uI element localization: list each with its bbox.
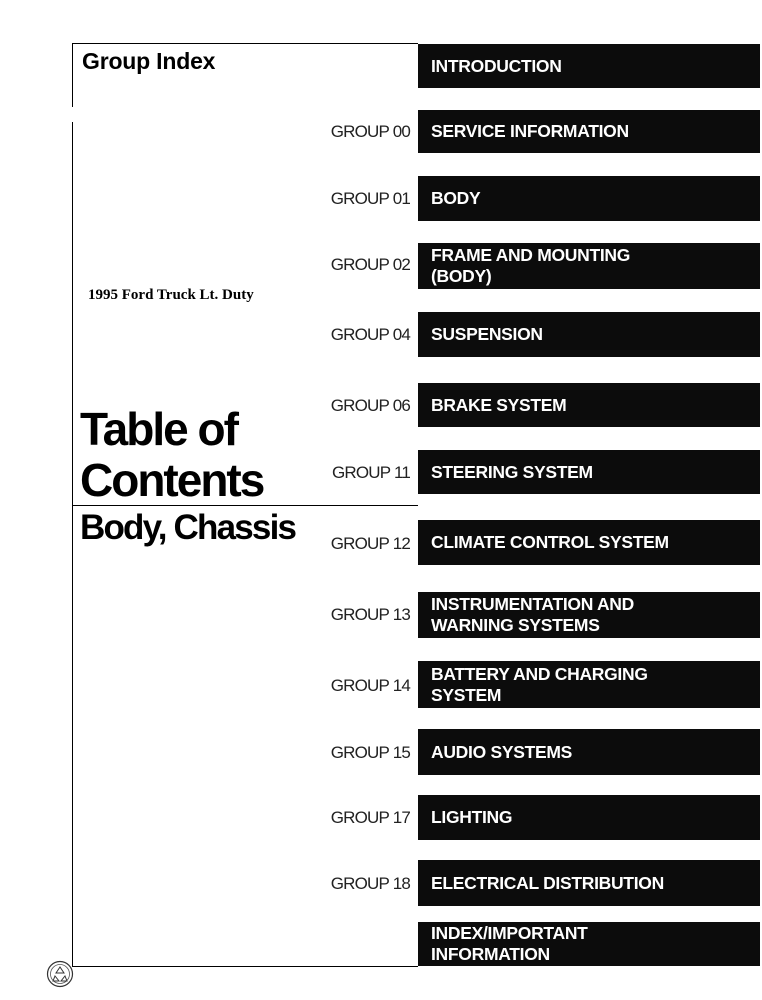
group-number: GROUP 18 <box>330 874 410 893</box>
left-rule-upper <box>72 43 73 107</box>
group-number: GROUP 04 <box>330 325 410 344</box>
group-number: GROUP 14 <box>330 676 410 695</box>
tab-label: BRAKE SYSTEM <box>431 394 567 415</box>
tab-climate-control-system[interactable] <box>418 520 760 565</box>
group-number: GROUP 15 <box>330 743 410 762</box>
tab-audio-systems[interactable] <box>418 729 760 775</box>
tab-electrical-distribution[interactable] <box>418 860 760 906</box>
tab-brake-system[interactable] <box>418 383 760 427</box>
tab-frame-and-mounting[interactable] <box>418 243 760 289</box>
tab-label: SUSPENSION <box>431 324 543 344</box>
group-number: GROUP 01 <box>330 189 410 208</box>
tab-label: INTRODUCTION <box>431 55 562 76</box>
tab-label: SERVICE INFORMATION <box>431 121 629 141</box>
group-number: GROUP 06 <box>330 396 410 415</box>
tab-label: AUDIO SYSTEMS <box>431 741 572 762</box>
top-rule <box>72 43 418 44</box>
tab-label: CLIMATE CONTROL SYSTEM <box>431 532 669 552</box>
tab-body[interactable] <box>418 176 760 221</box>
tab-service-information[interactable] <box>418 110 760 153</box>
toc-title <box>80 404 263 506</box>
tab-steering-system[interactable] <box>418 450 760 494</box>
tab-label: LIGHTING <box>431 807 513 827</box>
bottom-rule <box>72 966 418 967</box>
recycle-icon <box>46 960 74 988</box>
tab-label: STEERING SYSTEM <box>431 461 593 482</box>
tab-label: ELECTRICAL DISTRIBUTION <box>431 872 664 893</box>
tab-label: BATTERY AND CHARGING SYSTEM <box>431 663 648 705</box>
tab-instrumentation[interactable] <box>418 592 760 638</box>
tab-battery-and-charging[interactable] <box>418 661 760 708</box>
tab-label: FRAME AND MOUNTING (BODY) <box>431 245 631 286</box>
toc-subtitle: Body, Chassis <box>80 508 296 547</box>
tab-suspension[interactable] <box>418 312 760 357</box>
tab-label: BODY <box>431 188 481 208</box>
tab-label: INSTRUMENTATION AND WARNING SYSTEMS <box>431 594 634 635</box>
tab-introduction[interactable] <box>418 44 760 88</box>
group-number: GROUP 13 <box>330 605 410 624</box>
manual-title: 1995 Ford Truck Lt. Duty <box>88 287 254 303</box>
tab-index-important-information[interactable] <box>418 922 760 966</box>
group-number: GROUP 11 <box>331 463 410 482</box>
group-number: GROUP 02 <box>330 255 410 274</box>
toc-title-line2: Contents <box>80 454 264 506</box>
group-number: GROUP 00 <box>330 122 410 141</box>
group-number: GROUP 12 <box>330 534 410 553</box>
toc-title-line1: Table of <box>80 403 237 455</box>
tab-label: INDEX/IMPORTANT INFORMATION <box>431 923 588 964</box>
tab-lighting[interactable] <box>418 795 760 840</box>
group-number: GROUP 17 <box>330 808 410 827</box>
group-index-title: Group Index <box>82 48 216 74</box>
